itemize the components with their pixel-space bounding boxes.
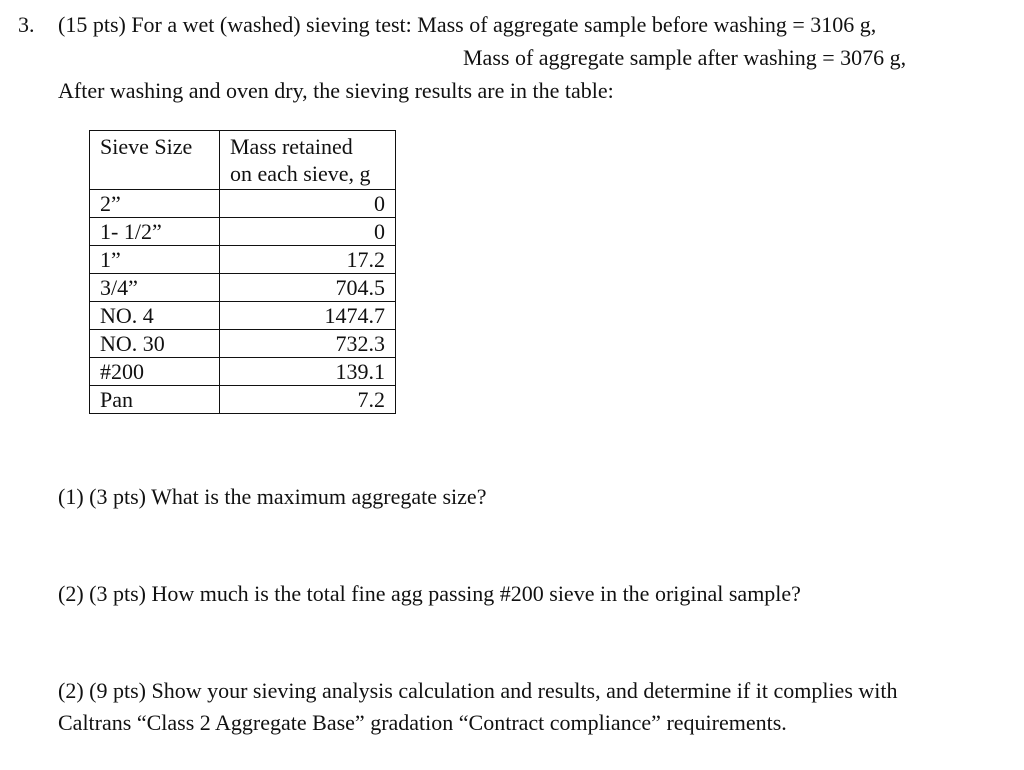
table-row xyxy=(90,246,396,274)
table-row xyxy=(90,358,396,386)
header-mass-line1: Mass retained xyxy=(230,134,353,159)
mass-retained-cell: 17.2 xyxy=(220,246,396,274)
question-intro-line1: (15 pts) For a wet (washed) sieving test: Mass of aggregate sample before washing = 3106 g, xyxy=(58,12,877,37)
table-row xyxy=(90,386,396,414)
sieve-size-cell: 1” xyxy=(90,246,220,274)
mass-retained-cell: 7.2 xyxy=(220,386,396,414)
mass-retained-cell: 0 xyxy=(220,190,396,218)
sieve-size-cell: NO. 30 xyxy=(90,330,220,358)
sieve-size-cell: #200 xyxy=(90,358,220,386)
mass-retained-cell: 139.1 xyxy=(220,358,396,386)
sieve-size-cell: 1- 1/2” xyxy=(90,218,220,246)
question-intro-line3: After washing and oven dry, the sieving results are in the table: xyxy=(58,78,614,103)
table-row xyxy=(90,218,396,246)
subquestion-1: (1) (3 pts) What is the maximum aggregate size? xyxy=(58,484,487,509)
sieve-size-cell: NO. 4 xyxy=(90,302,220,330)
subquestion-2: (2) (3 pts) How much is the total fine agg passing #200 sieve in the original sample? xyxy=(58,581,801,606)
sieve-size-cell: Pan xyxy=(90,386,220,414)
sieve-size-cell: 2” xyxy=(90,190,220,218)
table-row xyxy=(90,330,396,358)
subquestion-3-line1: (2) (9 pts) Show your sieving analysis calculation and results, and determine if it complies with xyxy=(58,678,898,703)
mass-retained-cell: 732.3 xyxy=(220,330,396,358)
mass-retained-cell: 0 xyxy=(220,218,396,246)
question-intro-line2: Mass of aggregate sample after washing = 3076 g, xyxy=(463,45,907,70)
table-row xyxy=(90,302,396,330)
sieve-results-table xyxy=(89,130,396,414)
header-mass-line2: on each sieve, g xyxy=(230,161,371,186)
sieve-size-cell: 3/4” xyxy=(90,274,220,302)
mass-retained-cell: 704.5 xyxy=(220,274,396,302)
table-row xyxy=(90,190,396,218)
question-number: 3. xyxy=(18,12,35,37)
header-sieve-size: Sieve Size xyxy=(90,131,220,190)
table-header-row xyxy=(90,131,396,190)
table-row xyxy=(90,274,396,302)
mass-retained-cell: 1474.7 xyxy=(220,302,396,330)
header-mass-retained xyxy=(220,131,396,190)
subquestion-3-line2: Caltrans “Class 2 Aggregate Base” gradation “Contract compliance” requirements. xyxy=(58,710,787,735)
